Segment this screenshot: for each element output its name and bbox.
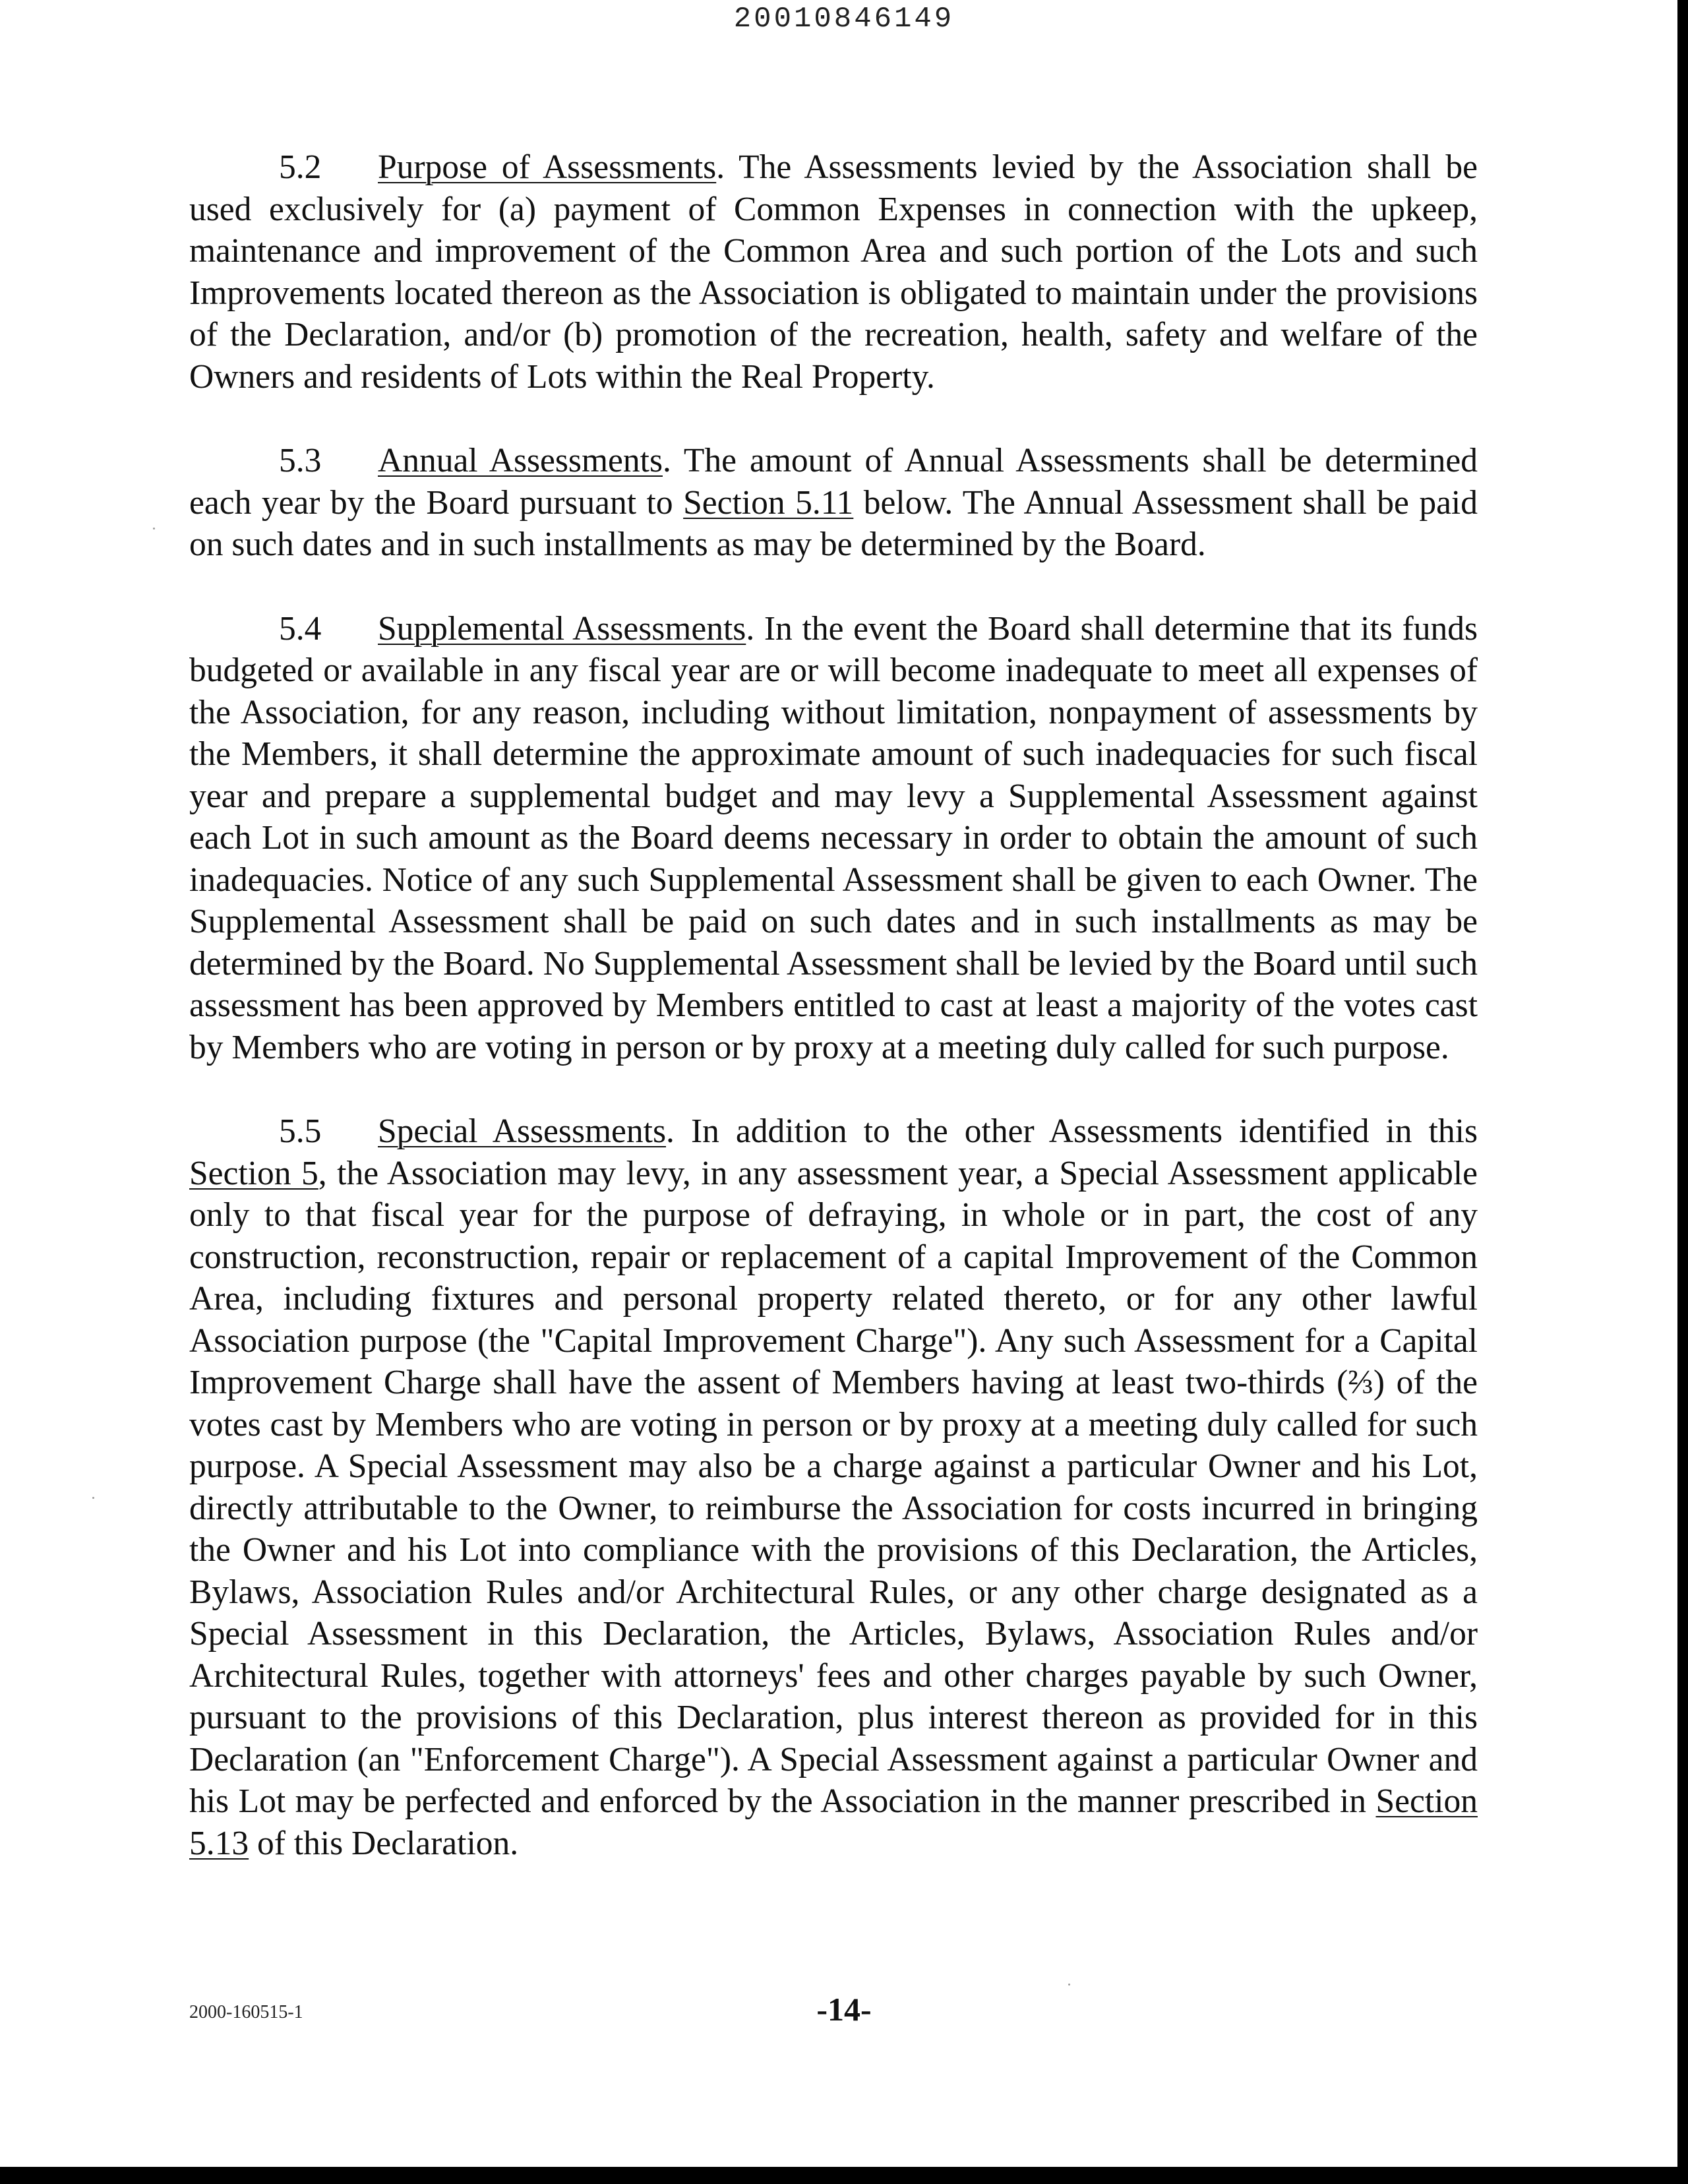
- section-number: 5.5: [279, 1112, 322, 1150]
- scan-speck: [92, 1497, 94, 1499]
- document-number: 20010846149: [733, 3, 955, 36]
- section-5-4: [189, 608, 1478, 1069]
- section-text: of this Declaration.: [249, 1824, 519, 1862]
- scan-border-bottom: [0, 2167, 1688, 2184]
- scan-speck: [1068, 1984, 1070, 1986]
- section-heading: Purpose of Assessments: [378, 148, 717, 186]
- section-5-5: [189, 1110, 1478, 1864]
- section-number: 5.3: [279, 442, 322, 479]
- section-text: below. The Annual Assessment shall be paid on such dates and in such installments as may be determined by the Board.: [189, 483, 1478, 563]
- section-reference: Section 5: [189, 1154, 318, 1192]
- section-reference: Section 5.11: [683, 483, 854, 522]
- scan-speck: [153, 528, 155, 530]
- section-text: . In the event the Board shall determine that its funds budgeted or available in any fiscal year are or will become inadequate to meet all expenses of the Association, for any reason, including without limitation, nonpayment of assessments by the Members, it shall determine the approximate amount of such inadequacies for such fiscal year and prepare a supplemental budget and may levy a Supplemental Assessment against each Lot in such amount as the Board deems necessary in order to obtain the amount of such inadequacies. Notice of any such Supplemental Assessment shall be given to each Owner. The Supplemental Assessment shall be paid on such dates and in such installments as may be determined by the Board. No Supplemental Assessment shall be levied by the Board until such assessment has been approved by Members entitled to cast at least a majority of the votes cast by Members who are voting in person or by proxy at a meeting duly called for such purpose.: [189, 609, 1478, 1066]
- section-text: , the Association may levy, in any assessment year, a Special Assessment applicable only to that fiscal year for the purpose of defraying, in whole or in part, the cost of any construction, reconstruction, repair or replacement of a capital Improvement of the Common Area, including fixtures and personal property related thereto, or for any other lawful Association purpose (the "Capital Improvement Charge"). Any such Assessment for a Capital Improvement Charge shall have the assent of Members having at least two-thirds (⅔) of the votes cast by Members who are voting in person or by proxy at a meeting duly called for such purpose. A Special Assessment may also be a charge against a particular Owner and his Lot, directly attributable to the Owner, to reimburse the Association for costs incurred in bringing the Owner and his Lot into compliance with the provisions of this Declaration, the Articles, Bylaws, Association Rules and/or Architectural Rules, or any other charge designated as a Special Assessment in this Declaration, the Articles, Bylaws, Association Rules and/or Architectural Rules, together with attorneys' fees and other charges payable by such Owner, pursuant to the provisions of this Declaration, plus interest thereon as provided for in this Declaration (an "Enforcement Charge"). A Special Assessment against a particular Owner and his Lot may be perfected and enforced by the Association in the manner prescribed in: [189, 1154, 1478, 1820]
- section-reference: Section 5.13: [189, 1782, 1478, 1862]
- document-body: [189, 146, 1478, 1906]
- section-heading: Special Assessments: [378, 1112, 667, 1150]
- section-heading: Supplemental Assessments: [378, 609, 746, 648]
- section-5-3: [189, 440, 1478, 566]
- section-heading: Annual Assessments: [378, 442, 663, 479]
- footer-document-id: 2000-160515-1: [189, 2002, 303, 2022]
- section-number: 5.4: [279, 609, 322, 648]
- section-number: 5.2: [279, 148, 322, 186]
- section-text: . The Assessments levied by the Association shall be used exclusively for (a) payment of Common Expenses in connection with the upkeep, maintenance and improvement of the Common Area and such portion of the Lots and such Improvements located thereon as the Association is obligated to maintain under the provisions of the Declaration, and/or (b) promotion of the recreation, health, safety and welfare of the Owners and residents of Lots within the Real Property.: [189, 148, 1478, 396]
- scan-border-right: [1677, 0, 1688, 2184]
- section-text: . In addition to the other Assessments identified in this: [666, 1112, 1478, 1150]
- section-text: . The amount of Annual Assessments shall be determined each year by the Board pursuant to: [189, 442, 1478, 522]
- page-number: -14-: [816, 1991, 872, 2028]
- section-5-2: [189, 146, 1478, 398]
